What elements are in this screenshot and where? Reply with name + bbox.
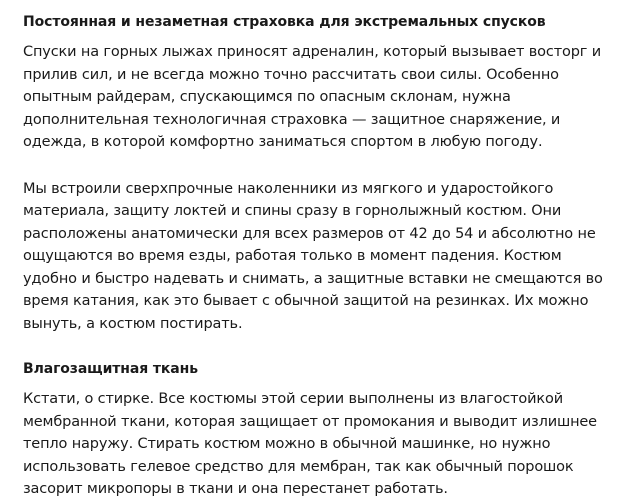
paragraph-line: вынуть, а костюм постирать. [23,315,243,332]
paragraph-intro [23,41,613,154]
paragraph-line: тепло наружу. Стирать костюм можно в обычной машинке, но нужно [23,436,551,452]
paragraph-line: одежда, в которой комфортно заниматься спортом в любую погоду. [23,134,543,150]
paragraph-line: использовать гелевое средство для мембран, так как обычный порошок [23,458,574,475]
paragraph-line: расположены анатомически для всех размеров от 42 до 54 и абсолютно не [23,225,596,242]
paragraph-line: Мы встроили сверхпрочные наколенники из мягкого и ударостойкого [23,180,554,197]
paragraph-protection [23,178,613,336]
section-heading-extreme-descents: Постоянная и незаметная страховка для экстремальных спусков [23,14,546,30]
paragraph-line: Кстати, о стирке. Все костюмы этой серии выполнены из влагостойкой [23,391,564,407]
section-heading-waterproof-fabric: Влагозащитная ткань [23,361,198,377]
paragraph-line: прилив сил, и не всегда можно точно рассчитать свои силы. Особенно [23,66,559,83]
paragraph-line: опытным райдерам, спускающимся по опасным склонам, нужна [23,89,511,105]
paragraph-line: засорит микропоры в ткани и она перестанет работать. [23,481,448,497]
paragraph-line: материала, защиту локтей и спины сразу в горнолыжный костюм. Они [23,203,562,219]
paragraph-line: ощущаются во время езды, работая только в момент падения. Костюм [23,248,562,264]
paragraph-washing [23,388,613,501]
paragraph-spacer [23,154,613,178]
paragraph-line: удобно и быстро надевать и снимать, а защитные вставки не смещаются во [23,270,603,287]
paragraph-line: Спуски на горных лыжах приносят адреналин, который вызывает восторг и [23,44,601,60]
paragraph-line: время катания, как это бывает с обычной защитой на резинках. Их можно [23,293,589,309]
article [23,12,613,501]
paragraph-line: мембранной ткани, которая защищает от промокания и выводит излишнее [23,413,597,430]
paragraph-line: дополнительная технологичная страховка — защитное снаряжение, и [23,111,561,128]
paragraph-spacer [23,335,613,359]
